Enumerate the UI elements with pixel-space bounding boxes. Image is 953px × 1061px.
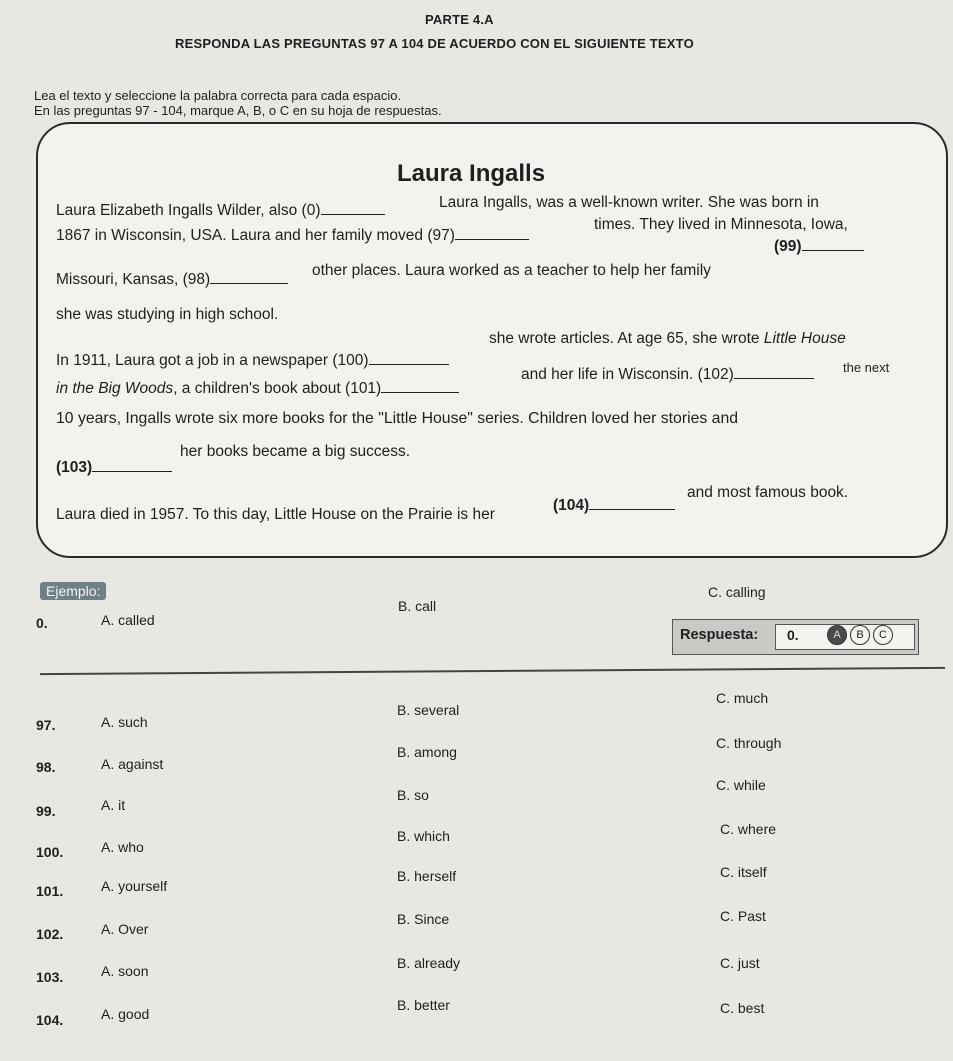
bubble-c[interactable]: C: [873, 625, 893, 645]
response-label: Respuesta:: [680, 627, 759, 643]
example-badge: Ejemplo:: [40, 582, 106, 600]
option-b: B. herself: [397, 868, 457, 884]
blank-100: [369, 352, 449, 365]
blank-104: [589, 497, 675, 510]
question-number: 99.: [36, 803, 56, 819]
example-number: 0.: [36, 615, 48, 631]
bubble-b[interactable]: B: [850, 625, 870, 645]
question-number: 102.: [36, 926, 64, 942]
passage-line: [56, 459, 172, 477]
question-number: 97.: [36, 717, 56, 733]
blank-102: [734, 366, 814, 379]
option-c: C. while: [716, 777, 766, 793]
instruction-line-1: Lea el texto y seleccione la palabra correcta para cada espacio.: [34, 88, 402, 103]
bubble-a[interactable]: A: [827, 625, 847, 645]
option-a: A. soon: [101, 963, 149, 979]
passage-line: [489, 330, 846, 348]
passage-text: Missouri, Kansas, (98): [56, 271, 211, 288]
passage-text: her books became a big success.: [180, 443, 411, 460]
passage-line: [56, 380, 459, 398]
passage-text: Laura Elizabeth Ingalls Wilder, also (0): [56, 202, 321, 219]
option-b: B. which: [397, 828, 450, 844]
option-a: A. yourself: [101, 878, 168, 894]
divider: [40, 667, 945, 675]
blank-98: [210, 271, 288, 284]
option-a: A. Over: [101, 921, 149, 937]
question-number: 100.: [36, 844, 64, 860]
blank-0: [321, 202, 385, 215]
passage-line: [521, 366, 814, 384]
passage-text: Laura died in 1957. To this day, Little House on the Prairie is her: [56, 506, 495, 523]
question-ref-103: (103): [56, 459, 93, 476]
passage-text: and her life in Wisconsin. (102): [521, 366, 734, 383]
question-number: 101.: [36, 883, 64, 899]
passage-text: , a children's book about (101): [173, 380, 382, 397]
option-c: C. best: [720, 1000, 765, 1016]
passage-line: [56, 227, 529, 245]
option-a: A. good: [101, 1006, 150, 1022]
option-c: C. Past: [720, 908, 766, 924]
passage-line: [56, 271, 288, 289]
option-c: C. where: [720, 821, 777, 837]
option-a: A. against: [101, 756, 164, 772]
part-label: PARTE 4.A: [425, 12, 494, 27]
option-b: B. so: [397, 787, 429, 803]
passage-text: Laura Ingalls, was a well-known writer. She was born in: [439, 194, 819, 211]
blank-99: [802, 238, 864, 251]
option-a: A. who: [101, 839, 144, 855]
option-c: C. through: [716, 735, 782, 751]
passage-text: 10 years, Ingalls wrote six more books for the "Little House" series. Children loved her stories and: [56, 410, 739, 427]
passage-text: and most famous book.: [687, 484, 849, 501]
passage-text: times. They lived in Minnesota, Iowa,: [594, 216, 848, 233]
question-number: 103.: [36, 969, 64, 985]
passage-text-italic: Little House: [763, 330, 846, 347]
passage-text: other places. Laura worked as a teacher to help her family: [312, 262, 711, 279]
passage-title: Laura Ingalls: [397, 160, 546, 187]
option-b: B. several: [397, 702, 460, 718]
example-option-a: A. called: [101, 612, 155, 628]
question-ref-104: (104): [553, 497, 590, 514]
passage-text: In 1911, Laura got a job in a newspaper (100): [56, 352, 369, 369]
option-b: B. better: [397, 997, 450, 1013]
instruction-line-2: En las preguntas 97 - 104, marque A, B, o C en su hoja de respuestas.: [34, 103, 442, 118]
option-a: A. it: [101, 797, 126, 813]
option-b: B. among: [397, 744, 457, 760]
response-number: 0.: [787, 627, 799, 643]
passage-text: 1867 in Wisconsin, USA. Laura and her family moved (97): [56, 227, 455, 244]
blank-101: [381, 380, 459, 393]
example-option-b: B. call: [398, 598, 437, 614]
option-c: C. just: [720, 955, 760, 971]
passage-text-italic: in the Big Woods: [56, 380, 174, 397]
example-option-c: C. calling: [708, 584, 766, 600]
question-number: 104.: [36, 1012, 64, 1028]
option-a: A. such: [101, 714, 148, 730]
passage-text: she wrote articles. At age 65, she wrote: [489, 330, 760, 347]
option-c: C. itself: [720, 864, 767, 880]
passage-line: [56, 352, 449, 370]
section-heading: RESPONDA LAS PREGUNTAS 97 A 104 DE ACUERDO CON EL SIGUIENTE TEXTO: [175, 36, 694, 51]
question-ref-99: (99): [774, 238, 802, 255]
question-number: 98.: [36, 759, 56, 775]
passage-line: [56, 202, 385, 220]
passage-text: she was studying in high school.: [56, 306, 279, 323]
passage-line: [774, 238, 864, 256]
option-c: C. much: [716, 690, 769, 706]
option-b: B. already: [397, 955, 461, 971]
blank-103: [92, 459, 172, 472]
passage-line: [553, 497, 675, 515]
blank-97: [455, 227, 529, 240]
passage-text: the next: [843, 360, 890, 375]
option-b: B. Since: [397, 911, 450, 927]
